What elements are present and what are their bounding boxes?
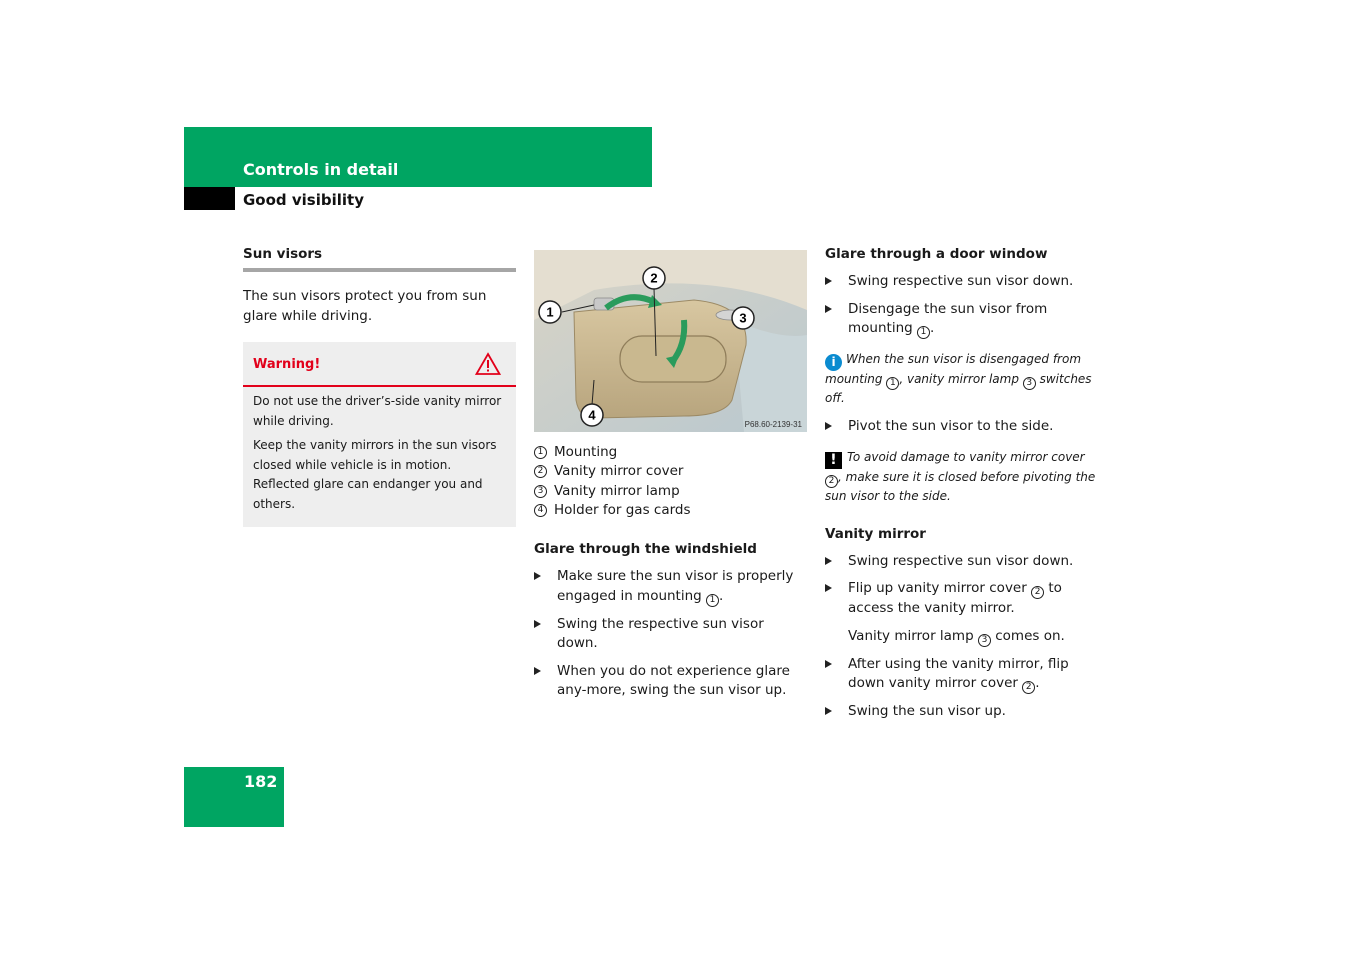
step-text: . [719, 587, 724, 604]
vanity-mirror-steps [825, 552, 1098, 722]
step-text: When you do not experience glare any-more, swing the sun visor up. [557, 662, 790, 699]
step-text: Swing the respective sun visor down. [557, 615, 764, 652]
sun-visors-heading: Sun visors [243, 246, 323, 262]
note-text: switches off. [825, 372, 1092, 405]
sun-visors-column [243, 245, 516, 527]
windshield-steps [534, 567, 807, 701]
step-text: Swing the sun visor up. [848, 703, 1006, 719]
warning-header [243, 342, 516, 387]
vanity-mirror-heading: Vanity mirror [825, 525, 926, 542]
door-window-steps [825, 272, 1098, 339]
step-item [825, 552, 1098, 572]
door-window-heading: Glare through a door window [825, 246, 1048, 262]
legend-item [534, 501, 807, 520]
note-text: , make sure it is closed before pivoting the sun visor to the side. [825, 469, 1096, 503]
step-item [825, 417, 1098, 437]
sun-visors-intro: The sun visors protect you from sun glare while driving. [243, 288, 487, 324]
bullet-icon [825, 584, 832, 592]
step-item [534, 615, 807, 654]
sun-visor-illustration [534, 250, 807, 432]
step-text: Swing respective sun visor down. [848, 552, 1074, 569]
bullet-icon [534, 572, 541, 580]
callout-1 [539, 301, 561, 323]
legend-label: Vanity mirror lamp [554, 482, 680, 499]
warning-label: Warning! [253, 356, 321, 372]
figure-column [534, 250, 807, 701]
callout-ref: 3 [978, 634, 991, 647]
heading-rule [243, 268, 516, 272]
legend-number: 1 [534, 446, 547, 459]
step-item [825, 655, 1098, 695]
bullet-icon [825, 660, 832, 668]
callout-ref: 2 [1031, 586, 1044, 599]
warning-paragraph: Do not use the driver’s-side vanity mirror while driving. [253, 394, 502, 428]
callout-2-label: 2 [650, 270, 658, 286]
bullet-icon [534, 667, 541, 675]
callout-ref: 1 [917, 326, 930, 339]
note-text: To avoid damage to vanity mirror cover [847, 449, 1085, 464]
step-item [825, 272, 1098, 292]
bullet-icon [825, 277, 832, 285]
legend-number: 3 [534, 485, 547, 498]
step-item [825, 300, 1098, 340]
warning-body [243, 387, 516, 527]
bullet-icon [825, 305, 832, 313]
step-item [825, 702, 1098, 722]
callout-2 [643, 267, 665, 289]
warning-triangle-icon [475, 352, 501, 376]
bullet-icon [825, 707, 832, 715]
step-text: to access the vanity mirror. [848, 580, 1062, 616]
legend-label: Vanity mirror cover [554, 463, 684, 480]
callout-ref: 1 [886, 377, 899, 390]
section-marker [184, 187, 235, 210]
info-icon: i [825, 354, 842, 371]
step-text: After using the vanity mirror, flip down vanity mirror cover [848, 655, 1069, 691]
section-title: Controls in detail [243, 160, 399, 179]
bullet-icon [825, 422, 832, 430]
step-text: Pivot the sun visor to the side. [848, 418, 1054, 434]
step-text: Vanity mirror lamp [848, 627, 974, 644]
figure-code: P68.60-2139-31 [744, 420, 802, 429]
note-text: , vanity mirror lamp [899, 372, 1019, 386]
step-text: Make sure the sun visor is properly engaged in mounting [557, 568, 794, 604]
right-column [825, 245, 1098, 722]
callout-4-label: 4 [588, 407, 596, 423]
exclamation-icon: ! [825, 452, 842, 469]
step-item [825, 579, 1098, 619]
callout-3-label: 3 [739, 310, 747, 326]
legend-number: 2 [534, 465, 547, 478]
warning-paragraph: Keep the vanity mirrors in the sun visors closed while vehicle is in motion. Reflected glare can endanger you and others. [253, 438, 497, 511]
callout-ref: 1 [706, 594, 719, 607]
step-text: comes on. [990, 627, 1065, 644]
callout-ref: 3 [1023, 377, 1036, 390]
step-text: . [930, 320, 935, 336]
bullet-icon [825, 557, 832, 565]
page-subtitle: Good visibility [243, 191, 364, 209]
callout-ref: 2 [1022, 681, 1035, 694]
figure-legend [534, 443, 807, 520]
legend-number: 4 [534, 504, 547, 517]
step-text: Swing respective sun visor down. [848, 273, 1074, 289]
caution-note [825, 449, 1098, 505]
callout-4 [581, 404, 603, 426]
legend-item [534, 443, 807, 462]
info-note [825, 351, 1098, 407]
windshield-heading: Glare through the windshield [534, 541, 757, 558]
legend-item [534, 462, 807, 481]
step-item [534, 662, 807, 701]
page-number: 182 [244, 772, 278, 791]
callout-1-label: 1 [546, 304, 554, 320]
step-item [534, 567, 807, 607]
step-result [825, 627, 1098, 647]
door-window-steps-2 [825, 417, 1098, 437]
callout-3 [732, 307, 754, 329]
legend-item [534, 482, 807, 501]
step-text: Flip up vanity mirror cover [848, 580, 1027, 596]
callout-ref: 2 [825, 475, 838, 488]
legend-label: Mounting [554, 444, 618, 460]
step-text: . [1035, 675, 1040, 691]
step-text: Disengage the sun visor from mounting [848, 300, 1048, 336]
warning-box [243, 342, 516, 527]
note-text: When the sun visor is disengaged from mounting [825, 352, 1082, 386]
bullet-icon [534, 620, 541, 628]
legend-label: Holder for gas cards [554, 501, 691, 518]
